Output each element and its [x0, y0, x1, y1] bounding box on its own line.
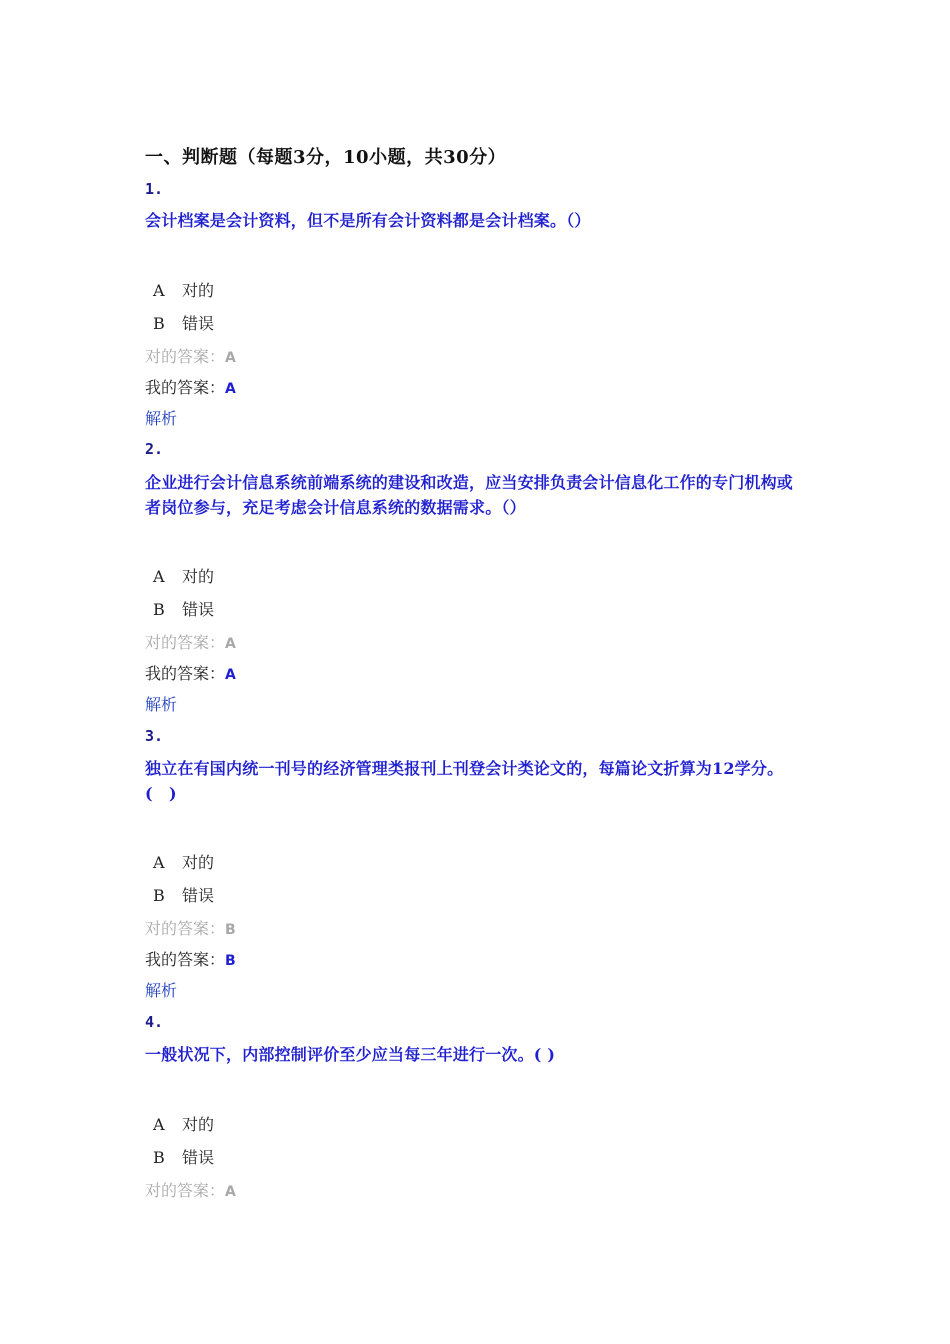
question-4-option-b[interactable]	[153, 1145, 214, 1168]
question-2-option-b[interactable]	[153, 597, 214, 620]
correct-answer-label: 对的答案：	[145, 347, 226, 366]
my-answer-value: A	[225, 667, 236, 683]
my-answer-label: 我的答案：	[145, 378, 226, 397]
correct-answer-label: 对的答案：	[145, 633, 226, 652]
option-letter: B	[153, 1148, 165, 1167]
question-3-correct-answer	[145, 916, 236, 939]
option-label: 对的	[182, 1115, 215, 1134]
option-label: 错误	[182, 1148, 215, 1167]
option-letter: B	[153, 600, 165, 619]
option-label: 对的	[182, 281, 215, 300]
correct-answer-value: A	[225, 636, 236, 652]
section-title: 一、判断题（每题3分，10小题，共30分）	[145, 147, 507, 168]
my-answer-value: A	[225, 381, 236, 397]
question-2-text: 企业进行会计信息系统前端系统的建设和改造，应当安排负责会计信息化工作的专门机构或者岗位参与，充足考虑会计信息系统的数据需求。（）	[145, 473, 794, 517]
question-1-number: 1.	[145, 180, 164, 198]
question-1-analysis-link[interactable]: 解析	[145, 409, 178, 428]
option-letter: A	[153, 1115, 165, 1134]
my-answer-label: 我的答案：	[145, 664, 226, 683]
question-1-correct-answer	[145, 344, 236, 367]
correct-answer-value: A	[225, 350, 236, 366]
correct-answer-value: A	[225, 1184, 236, 1200]
question-3-option-b[interactable]	[153, 883, 214, 906]
correct-answer-label: 对的答案：	[145, 1181, 226, 1200]
question-2-number: 2.	[145, 440, 164, 458]
option-label: 错误	[182, 600, 215, 619]
option-letter: B	[153, 886, 165, 905]
question-3-my-answer	[145, 947, 236, 970]
option-label: 错误	[182, 314, 215, 333]
question-4-number: 4.	[145, 1013, 164, 1031]
option-label: 对的	[182, 853, 215, 872]
question-3-analysis-link[interactable]: 解析	[145, 981, 178, 1000]
question-2-option-a[interactable]	[153, 564, 214, 587]
option-letter: B	[153, 314, 165, 333]
correct-answer-label: 对的答案：	[145, 919, 226, 938]
question-1-option-a[interactable]	[153, 278, 214, 301]
option-label: 错误	[182, 886, 215, 905]
question-4-option-a[interactable]	[153, 1112, 214, 1135]
question-2-my-answer	[145, 661, 236, 684]
question-3-number: 3.	[145, 727, 164, 745]
question-3-option-a[interactable]	[153, 850, 214, 873]
question-1-option-b[interactable]	[153, 311, 214, 334]
question-3-text: 独立在有国内统一刊号的经济管理类报刊上刊登会计类论文的，每篇论文折算为12学分。( )	[145, 759, 784, 803]
option-label: 对的	[182, 567, 215, 586]
option-letter: A	[153, 853, 165, 872]
question-2-correct-answer	[145, 630, 236, 653]
question-4-text: 一般状况下，内部控制评价至少应当每三年进行一次。( )	[145, 1045, 556, 1064]
question-1-text: 会计档案是会计资料，但不是所有会计资料都是会计档案。（）	[145, 211, 591, 230]
my-answer-value: B	[225, 953, 236, 969]
option-letter: A	[153, 567, 165, 586]
question-2-analysis-link[interactable]: 解析	[145, 695, 178, 714]
correct-answer-value: B	[225, 922, 236, 938]
question-1-my-answer	[145, 375, 236, 398]
my-answer-label: 我的答案：	[145, 950, 226, 969]
option-letter: A	[153, 281, 165, 300]
question-4-correct-answer	[145, 1178, 236, 1201]
